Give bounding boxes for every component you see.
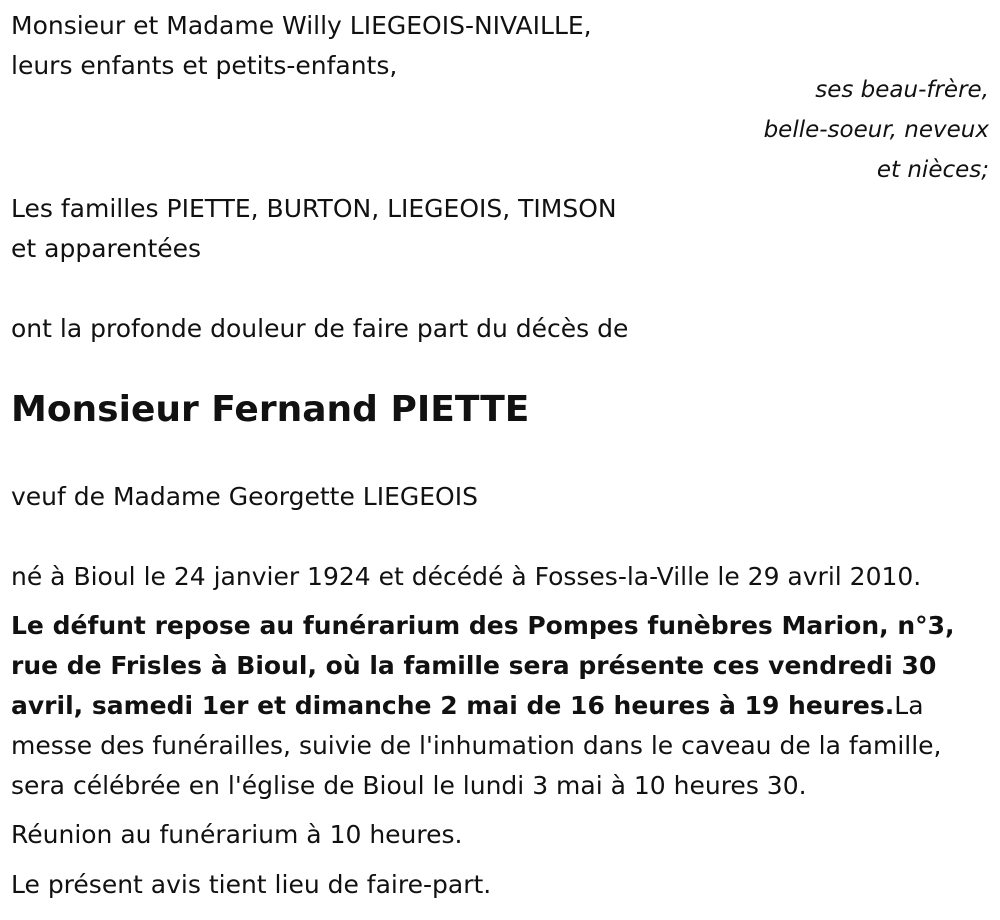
- visitation-bold-text: Le défunt repose au funérarium des Pompes funèbres Marion, n°3, rue de Frisles à Bioul, où la famille sera présente ces vendredi 30 avril, samedi 1er et dimanche 2 mai de 16 heures à 19 heures.: [11, 611, 955, 720]
- relatives-line-2: belle-soeur, neveux: [763, 117, 989, 143]
- visitation-paragraph: [11, 606, 991, 806]
- announcement-text: ont la profonde douleur de faire part du décès de: [11, 314, 629, 343]
- relatives-line-3: et nièces;: [876, 157, 989, 183]
- closing-text: Le présent avis tient lieu de faire-part.: [11, 870, 492, 899]
- birth-death-text: né à Bioul le 24 janvier 1924 et décédé à Fosses-la-Ville le 29 avril 2010.: [11, 562, 922, 591]
- deceased-name: Monsieur Fernand PIETTE: [11, 389, 530, 430]
- widower-text: veuf de Madame Georgette LIEGEOIS: [11, 482, 478, 511]
- funeral-text: La messe des funérailles, suivie de l'inhumation dans le caveau de la famille, sera célébrée en l'église de Bioul le lundi 3 mai à 10 heures 30.: [11, 691, 942, 800]
- families-line-1: Les familles PIETTE, BURTON, LIEGEOIS, TIMSON: [11, 194, 617, 223]
- relatives-line-1: ses beau-frère,: [815, 77, 989, 103]
- header-line-1: Monsieur et Madame Willy LIEGEOIS-NIVAILLE,: [11, 11, 592, 40]
- header-line-2: leurs enfants et petits-enfants,: [11, 51, 398, 80]
- families-line-2: et apparentées: [11, 234, 202, 263]
- meeting-text: Réunion au funérarium à 10 heures.: [11, 820, 463, 849]
